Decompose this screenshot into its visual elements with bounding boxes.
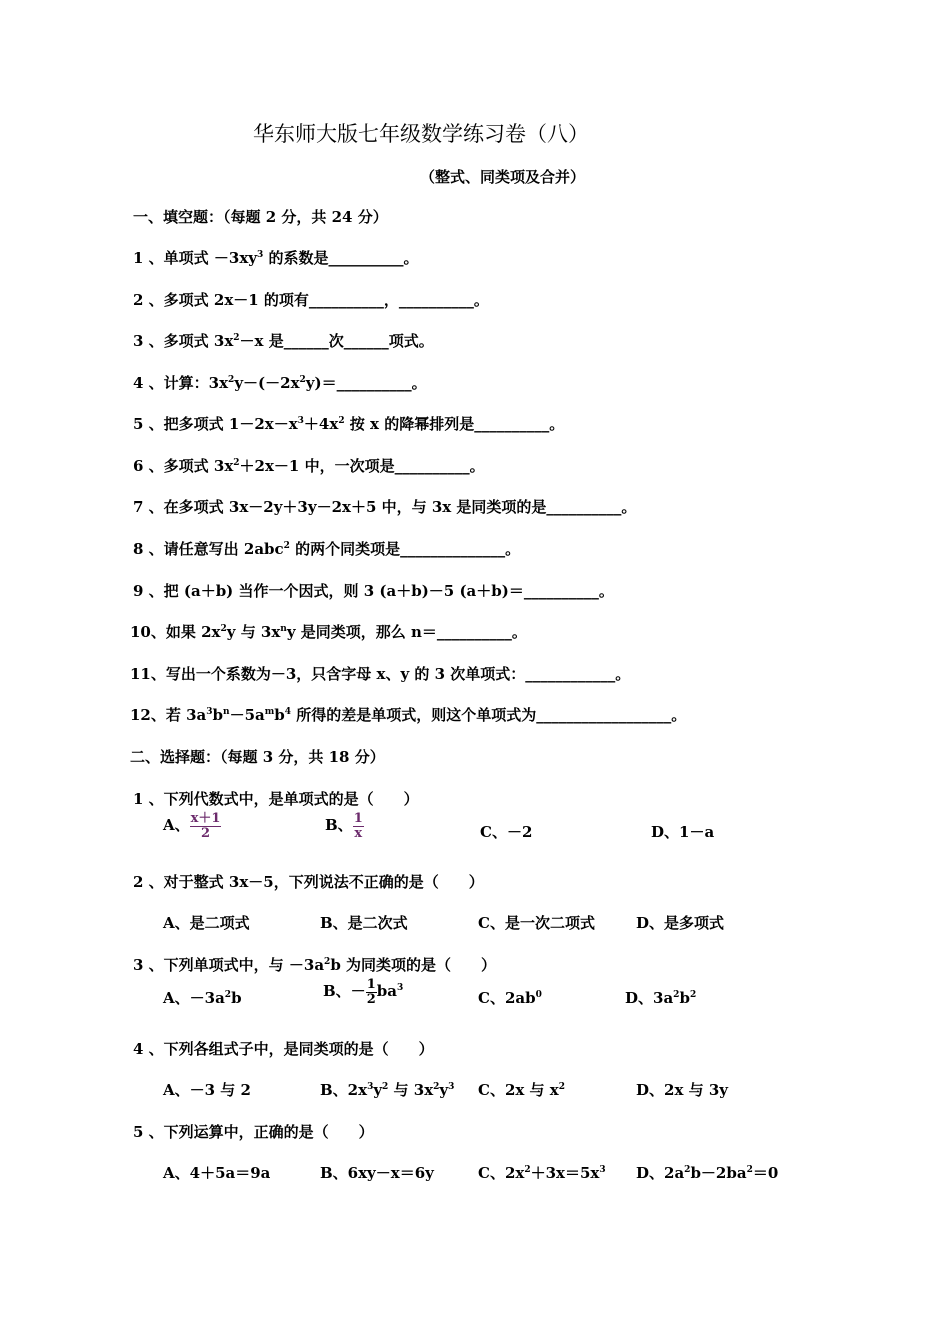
q12-text-a: 12、若 3a: [130, 706, 207, 724]
q10-sup1: 2: [220, 624, 227, 634]
choice-question-4-option-c: [478, 1080, 565, 1100]
q5-text-c: 按 x 的降幂排列是__________。: [344, 415, 565, 433]
choice-question-5-stem: 5 、下列运算中，正确的是（ ）: [133, 1123, 374, 1141]
q3-text-a: 3 、多项式 3x: [133, 332, 234, 350]
section2-heading: 二、选择题：（每题 3 分，共 18 分）: [130, 748, 385, 766]
c3-c-text: C、2ab: [478, 989, 536, 1007]
q5-text-a: 5 、把多项式 1－2x－x: [133, 415, 298, 433]
q10-text-c: y 是同类项，那么 n＝__________。: [286, 623, 527, 641]
c5-d-a: D、2a: [636, 1164, 685, 1182]
fill-question-5: [133, 414, 564, 434]
q10-text-b: y 与 3x: [226, 623, 281, 641]
q8-text-b: 的两个同类项是______________。: [289, 540, 521, 558]
q1-sup: 3: [256, 250, 264, 260]
c3-d-mid: b: [679, 989, 690, 1007]
q12-text-c: －5a: [229, 706, 265, 724]
c3-a-tail: b: [231, 989, 242, 1007]
q12-sup4: 4: [284, 707, 292, 717]
fill-question-11: 11、写出一个系数为－3，只含字母 x、y 的 3 次单项式：____________。: [130, 665, 631, 683]
q4-text-b: y－(－2x: [234, 374, 300, 392]
c5-d-sup1: 2: [684, 1165, 691, 1175]
q3-text-b: －x 是______次______项式。: [239, 332, 434, 350]
c3-stem-b: b 为同类项的是（ ）: [330, 956, 497, 974]
choice-question-1-stem: 1 、下列代数式中，是单项式的是（ ）: [133, 790, 419, 808]
fill-question-9: 9 、把 (a＋b) 当作一个因式，则 3 (a＋b)－5 (a＋b)＝__________。: [133, 582, 614, 600]
choice-question-4-stem: 4 、下列各组式子中，是同类项的是（ ）: [133, 1040, 434, 1058]
q1-text-a: 1 、单项式 －3xy: [133, 249, 257, 267]
c3-d-sup1: 2: [673, 990, 680, 1000]
q3-sup: 2: [233, 333, 240, 343]
choice-question-3-option-c: [478, 988, 542, 1008]
q10-text-a: 10、如果 2x: [130, 623, 221, 641]
choice-question-1-option-b: [325, 812, 364, 840]
c5-c-a: C、2x: [478, 1164, 525, 1182]
q8-text-a: 8 、请任意写出 2abc: [133, 540, 284, 558]
q12-text-d: b: [274, 706, 285, 724]
choice-question-5-option-d: [636, 1163, 778, 1183]
choice-question-2-stem: 2 、对于整式 3x－5，下列说法不正确的是（ ）: [133, 873, 484, 891]
choice-question-5-option-c: [478, 1163, 606, 1183]
q12-text-b: b: [212, 706, 224, 724]
fill-question-4: [133, 373, 427, 393]
q4-text-c: y)＝__________。: [305, 374, 427, 392]
choice-question-2-option-a: A、是二项式: [163, 914, 250, 932]
choice-question-3-option-b: [323, 978, 403, 1006]
c3-d-text: D、3a: [625, 989, 674, 1007]
c4-c-a: C、2x 与 x: [478, 1081, 559, 1099]
q4-text-a: 4 、计算：3x: [133, 374, 229, 392]
choice-question-5-option-b: B、6xy－x＝6y: [320, 1164, 434, 1182]
fill-question-1: [133, 248, 418, 268]
c4-b-sup3: 2: [433, 1082, 440, 1092]
c5-d-sup2: 2: [746, 1165, 753, 1175]
section1-heading: 一、填空题：（每题 2 分，共 24 分）: [133, 208, 388, 226]
q4-sup2: 2: [299, 375, 306, 385]
choice-question-3-option-d: [625, 988, 696, 1008]
c4-b-d: y: [439, 1081, 449, 1099]
choice-question-5-option-a: A、4＋5a＝9a: [163, 1164, 271, 1182]
c4-b-sup2: 2: [382, 1082, 389, 1092]
c3-b-denominator: 2: [366, 991, 376, 1007]
c3-b-text: ba: [376, 982, 397, 1001]
page-title: 华东师大版七年级数学练习卷（八）: [253, 122, 589, 146]
choice-question-1-option-a: [163, 812, 221, 840]
c5-c-sup2: 3: [599, 1165, 606, 1175]
q8-sup: 2: [283, 541, 290, 551]
fill-question-3: [133, 331, 434, 351]
c4-b-c: 与 3x: [388, 1081, 434, 1099]
choice-question-4-option-b: [320, 1080, 454, 1100]
q6-text-a: 6 、多项式 3x: [133, 457, 234, 475]
c4-b-sup4: 3: [448, 1082, 455, 1092]
c5-c-b: ＋3x＝5x: [530, 1164, 600, 1182]
choice-question-3-stem: [133, 955, 496, 975]
c3-d-sup2: 2: [689, 990, 697, 1000]
c5-d-c: ＝0: [752, 1164, 779, 1182]
q12-sup3: m: [264, 707, 275, 717]
c4-b-a: B、2x: [320, 1081, 368, 1099]
q12-sup2: n: [223, 707, 230, 717]
fill-question-6: [133, 456, 485, 476]
q5-sup1: 3: [297, 416, 304, 426]
c1-a-label: A、: [163, 816, 190, 835]
choice-question-2-option-c: C、是一次二项式: [478, 914, 595, 932]
c1-b-numerator: 1: [353, 811, 363, 826]
c5-d-b: b－2ba: [690, 1164, 747, 1182]
fill-question-12: [130, 705, 686, 725]
c4-c-sup: 2: [558, 1082, 565, 1092]
q12-sup1: 3: [206, 707, 213, 717]
q6-sup: 2: [233, 458, 240, 468]
fill-question-8: [133, 539, 520, 559]
choice-question-1-option-c: C、－2: [480, 823, 533, 841]
choice-question-3-option-a: [163, 988, 242, 1008]
choice-question-2-option-d: D、是多项式: [636, 914, 725, 932]
fill-question-7: 7 、在多项式 3x－2y＋3y－2x＋5 中，与 3x 是同类项的是__________。: [133, 498, 637, 516]
c1-a-fraction: [190, 812, 222, 840]
c1-b-fraction: [353, 812, 364, 840]
c3-a-sup: 2: [224, 990, 232, 1000]
q5-text-b: ＋4x: [303, 415, 339, 433]
c3-b-label: B、－: [323, 982, 366, 1001]
choice-question-1-option-d: D、1－a: [651, 823, 715, 841]
c4-b-b: y: [373, 1081, 383, 1099]
q4-sup1: 2: [228, 375, 235, 385]
c3-b-sup: 3: [396, 983, 404, 994]
c3-stem-a: 3 、下列单项式中，与 －3a: [133, 956, 325, 974]
q1-text-b: 的系数是__________。: [263, 249, 419, 267]
c3-a-text: A、－3a: [163, 989, 225, 1007]
choice-question-4-option-a: A、－3 与 2: [163, 1081, 251, 1099]
c3-b-numerator: 1: [366, 977, 376, 992]
c3-b-fraction: [366, 978, 377, 1006]
fill-question-10: [130, 622, 527, 642]
c1-b-label: B、: [325, 816, 353, 835]
q5-sup2: 2: [338, 416, 345, 426]
c1-a-numerator: x＋1: [190, 811, 221, 826]
q10-sup2: n: [280, 624, 287, 634]
c4-b-sup1: 3: [367, 1082, 374, 1092]
choice-question-4-option-d: D、2x 与 3y: [636, 1081, 728, 1099]
q6-text-b: ＋2x－1 中，一次项是__________。: [239, 457, 485, 475]
c3-c-sup: 0: [535, 990, 542, 1000]
c5-c-sup1: 2: [524, 1165, 531, 1175]
page-subtitle: （整式、同类项及合并）: [420, 168, 586, 186]
c3-stem-sup: 2: [324, 957, 331, 967]
c1-a-denominator: 2: [201, 825, 211, 841]
choice-question-2-option-b: B、是二次式: [320, 914, 408, 932]
q12-text-e: 所得的差是单项式，则这个单项式为__________________。: [291, 706, 687, 724]
c1-b-denominator: x: [354, 825, 363, 841]
fill-question-2: 2 、多项式 2x－1 的项有__________，__________。: [133, 291, 489, 309]
